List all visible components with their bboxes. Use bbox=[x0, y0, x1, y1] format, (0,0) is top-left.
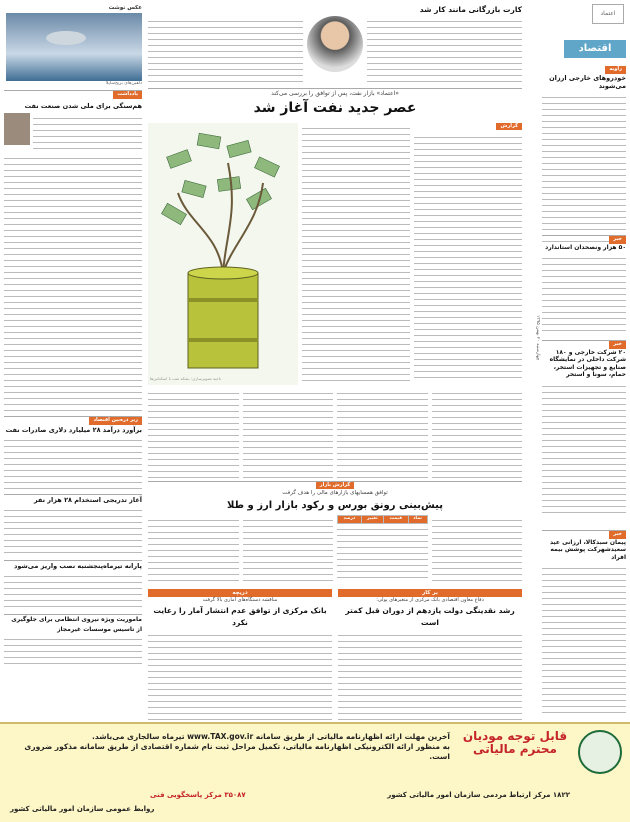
story-tag: دریچه bbox=[148, 589, 332, 597]
table-header: قیمت bbox=[383, 516, 408, 524]
sidebar-item-tag: خبر bbox=[609, 341, 626, 349]
story-kicker: دفاع معاون اقتصادی بانک مرکزی از متغیرهای پولی: bbox=[376, 597, 484, 604]
market-body bbox=[148, 515, 239, 585]
masthead-date: چهارشنبه ۲۰ بهمن ۱۳۹۵ bbox=[535, 314, 540, 360]
table-header: نماد bbox=[408, 516, 427, 524]
ad-line1: آخرین مهلت ارائه اظهارنامه مالیاتی از طریق سامانه www.TAX.gov.ir تیرماه سالجاری می‌باشد. bbox=[92, 732, 450, 741]
article-title[interactable]: برآورد درآمد ۲۸ میلیارد دلاری صادرات نفت bbox=[5, 426, 142, 435]
article-body bbox=[4, 634, 142, 668]
sidebar-item[interactable] bbox=[542, 340, 626, 516]
story-body bbox=[148, 630, 332, 722]
sidebar-item-title: ۵۰ هزار ونصحدان استاندارد bbox=[545, 243, 626, 251]
article-body bbox=[4, 571, 142, 611]
market-headline[interactable]: پیش‌بینی رونق بورس و رکود بازار ارز و طلا bbox=[227, 499, 443, 511]
sidebar-item-body bbox=[542, 92, 626, 242]
report-body bbox=[302, 123, 410, 385]
headline[interactable]: عصر جدید نفت آغاز شد bbox=[253, 99, 417, 116]
newspaper-logo: اعتماد bbox=[592, 4, 624, 24]
market-body bbox=[243, 515, 334, 585]
story-bottom-right bbox=[148, 589, 332, 722]
report-tag: گزارش bbox=[496, 123, 522, 131]
article-title[interactable]: پارانه تیرماه‌پنجشنبه نصب واریز می‌شود bbox=[4, 560, 142, 571]
report-body bbox=[148, 388, 239, 478]
market-tag: گزارش بازار bbox=[316, 482, 354, 490]
story-body bbox=[338, 630, 522, 722]
story-title[interactable]: بانک مرکزی از توافق عدم انتشار آمار را رعایت نکرد bbox=[153, 606, 327, 627]
article-title[interactable]: آغاز تدریجی استخدام ۲۸ هزار نفر bbox=[4, 494, 142, 505]
article-body bbox=[4, 435, 142, 491]
illustration-barrel bbox=[148, 123, 298, 385]
section-tag: زیر ذره‌بین اقتصاد bbox=[89, 417, 142, 425]
tax-org-logo-icon bbox=[578, 730, 622, 774]
report-body bbox=[337, 388, 428, 478]
market-body bbox=[432, 515, 523, 585]
article-body bbox=[33, 113, 142, 153]
table-body bbox=[337, 524, 428, 582]
market-table bbox=[337, 515, 428, 585]
report-body bbox=[414, 132, 522, 382]
story-title[interactable]: رشد نقدینگی دولت یازدهم از دوران قبل کمتر است bbox=[345, 606, 515, 627]
table-header: درصد bbox=[338, 516, 362, 524]
ad-line2: به منظور ارائه الکترونیکی اظهارنامه مالیاتی، تکمیل مراحل ثبت نام شماره اقتصادی از طریق سامانه مذکور ضروری است. bbox=[24, 742, 450, 762]
top-body bbox=[148, 16, 303, 86]
story-tag: بر کار bbox=[338, 589, 522, 597]
sidebar-item-body bbox=[542, 563, 626, 713]
kicker: «اعتماد» بازار نفت، پس از توافق را بررسی می‌کند bbox=[271, 89, 399, 97]
story-bottom-left bbox=[338, 589, 522, 722]
left-column bbox=[4, 4, 142, 720]
ad-call-center: ۱۸۲۲ مرکز ارتباط مردمی سازمان امور مالیاتی کشور bbox=[387, 791, 570, 799]
sidebar-item-body bbox=[542, 381, 626, 516]
sidebar-item[interactable] bbox=[542, 235, 626, 335]
main-area bbox=[148, 4, 522, 720]
section-tab[interactable]: اقتصاد bbox=[564, 40, 626, 58]
market-kicker: توافق همسایهای بازارهای مالی را هدف گرفت bbox=[282, 490, 388, 497]
top-body bbox=[367, 16, 522, 86]
news-photo bbox=[6, 13, 142, 81]
article-title[interactable]: هم‌سنگی برای ملی شدن صنعت نفت bbox=[24, 102, 142, 111]
report-body bbox=[432, 388, 523, 478]
brief-tag: یادداشت bbox=[113, 91, 142, 99]
sidebar bbox=[530, 0, 630, 718]
photo-label: دلفین‌های بریج‌ساپلا bbox=[105, 80, 142, 86]
report-body bbox=[243, 388, 334, 478]
sidebar-item-tag: زاویه bbox=[605, 66, 626, 74]
tax-advertisement[interactable] bbox=[0, 722, 630, 822]
photo-caption: عکس نوشت bbox=[108, 5, 142, 11]
ad-org: روابط عمومی سازمان امور مالیاتی کشور bbox=[10, 805, 155, 813]
sidebar-item-tag: خبر bbox=[609, 531, 626, 539]
sidebar-item-title: خودروهای خارجی ارزان می‌شوند bbox=[549, 73, 626, 90]
story-kicker: مناقشه دستگاه‌های آماری بالا گرفت bbox=[202, 597, 278, 604]
ad-support: ۳۵۰۸۷ مرکز پاسخگویی فنی bbox=[150, 791, 246, 799]
sidebar-item-title: ۲۰ شرکت خارجی و ۱۸۰ شرکت داخلی در نمایشگاه صنایع و تجهیزات استخر، حمام، سونا و استخر bbox=[549, 348, 626, 379]
top-title[interactable]: کارت بازرگانی مانند کار شد bbox=[419, 5, 522, 14]
author-photo bbox=[4, 113, 30, 145]
illustration-label: ناحیه تصویرسازی: بشکه نفت با اسکناس‌ها bbox=[150, 376, 222, 382]
article-body bbox=[4, 153, 142, 413]
ad-warning: قابل توجه مودیان محترم مالیاتی bbox=[462, 729, 568, 757]
sidebar-item-tag: خبر bbox=[609, 236, 626, 244]
portrait-photo bbox=[307, 16, 363, 72]
sidebar-item-title: پیمان سبدکالا، ارزانی عید سعیدشهرکت پوشش بیمه افراد bbox=[549, 538, 626, 561]
article-body bbox=[4, 505, 142, 557]
table-header: تغییر bbox=[361, 516, 383, 524]
sidebar-item[interactable] bbox=[542, 66, 626, 242]
article-title[interactable]: ماموریت ویژه نیروی انتظامی برای جلوگیری از تاسیس موسسات غیرمجاز bbox=[4, 614, 142, 634]
sidebar-item[interactable] bbox=[542, 530, 626, 713]
sidebar-item-body bbox=[542, 253, 626, 335]
